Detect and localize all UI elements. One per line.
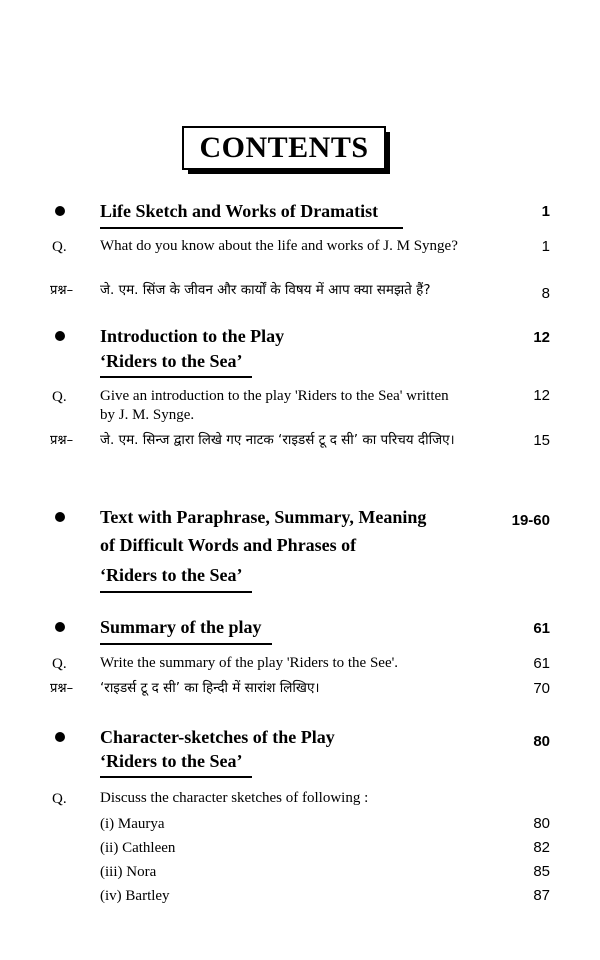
bullet-icon (55, 206, 65, 216)
question-page: 12 (533, 387, 550, 404)
question-text: What do you know about the life and works of J. M Synge? (100, 238, 458, 254)
section-4-heading: Summary of the play (100, 617, 262, 637)
section-3-heading-line-2: of Difficult Words and Phrases of (100, 535, 357, 555)
hindi-question-label: प्रश्न– (50, 681, 74, 696)
hindi-question-page: 70 (533, 680, 550, 697)
subitem-page: 87 (533, 887, 550, 904)
bullet-icon (55, 622, 65, 632)
hindi-question-page: 15 (533, 432, 550, 449)
subitem-text: (iii) Nora (100, 864, 157, 880)
section-3-heading-line-3: ‘Riders to the Sea’ (100, 565, 243, 585)
question-page: 1 (541, 238, 550, 255)
section-5-heading-line-1: Character-sketches of the Play (100, 727, 335, 747)
hindi-question-page: 8 (541, 285, 550, 302)
question-text: Give an introduction to the play 'Riders to the Sea' written by J. M. Synge. (100, 388, 449, 423)
section-1-heading: Life Sketch and Works of Dramatist (100, 201, 379, 221)
subitem-text: (ii) Cathleen (100, 840, 176, 856)
section-5-heading-line-2: ‘Riders to the Sea’ (100, 751, 243, 771)
subitem-text: (i) Maurya (100, 816, 165, 832)
bullet-icon (55, 732, 65, 742)
question-page: 61 (533, 655, 550, 672)
section-2-heading-line-2: ‘Riders to the Sea’ (100, 351, 243, 371)
contents-title-box (182, 126, 386, 170)
section-5-underline (100, 776, 252, 778)
question-label: Q. (52, 389, 67, 405)
section-4-underline (100, 643, 272, 645)
section-1-underline (100, 227, 403, 229)
section-4-page: 61 (533, 620, 550, 637)
subitem-page: 82 (533, 839, 550, 856)
question-text: Write the summary of the play 'Riders to the See'. (100, 655, 399, 671)
section-5-page: 80 (533, 733, 550, 750)
section-3-page: 19-60 (511, 512, 550, 529)
bullet-icon (55, 331, 65, 341)
question-text: Discuss the character sketches of following : (100, 790, 369, 806)
section-3-heading-line-1: Text with Paraphrase, Summary, Meaning (100, 507, 427, 527)
hindi-question-text: जे. एम. सिंज के जीवन और कार्यों के विषय में आप क्या समझते हैं? (100, 282, 431, 298)
bullet-icon (55, 512, 65, 522)
hindi-question-label: प्रश्न– (50, 433, 74, 448)
subitem-page: 85 (533, 863, 550, 880)
section-2-underline (100, 376, 252, 378)
question-label: Q. (52, 791, 67, 807)
page-title: CONTENTS (199, 131, 369, 164)
hindi-question-text: जे. एम. सिन्ज द्वारा लिखे गए नाटक ‘राइडर्स टू द सी’ का परिचय दीजिए। (100, 432, 455, 448)
section-3-underline (100, 591, 252, 593)
section-1-page: 1 (541, 203, 550, 220)
section-2-heading-line-1: Introduction to the Play (100, 326, 285, 346)
subitem-text: (iv) Bartley (100, 888, 170, 904)
hindi-question-text: ‘राइडर्स टू द सी’ का हिन्दी में सारांश लिखिए। (100, 680, 320, 696)
hindi-question-label: प्रश्न– (50, 283, 74, 298)
subitem-page: 80 (533, 815, 550, 832)
section-2-page: 12 (533, 329, 550, 346)
question-label: Q. (52, 239, 67, 255)
question-label: Q. (52, 656, 67, 672)
